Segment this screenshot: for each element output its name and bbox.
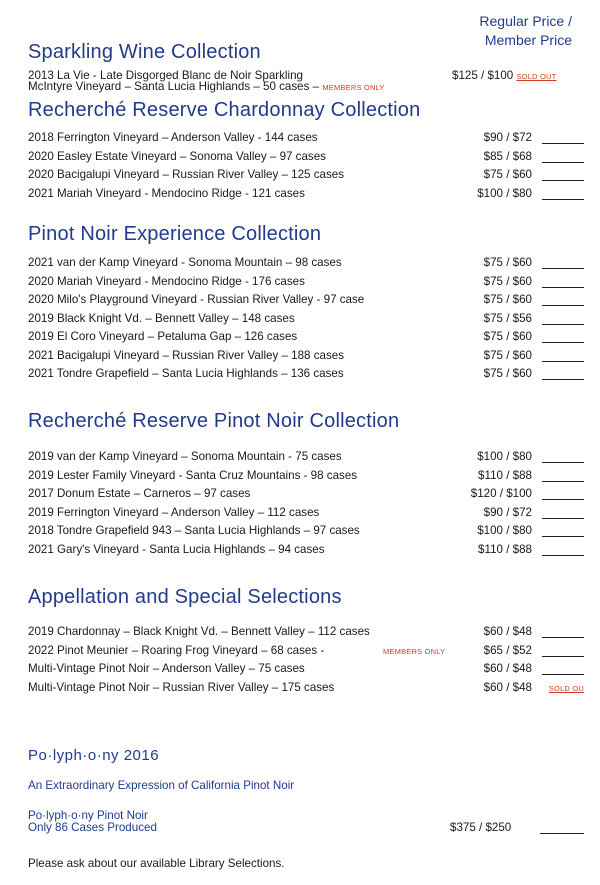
wine-row bbox=[28, 131, 584, 149]
polyphony-title: Po·lyph·o·ny 2016 bbox=[28, 747, 160, 764]
section-title-appellation: Appellation and Special Selections bbox=[28, 586, 342, 608]
wine-row bbox=[28, 168, 584, 186]
quantity-line[interactable] bbox=[542, 518, 584, 519]
wine-description: 2020 Mariah Vineyard - Mendocino Ridge - 176 cases bbox=[28, 274, 305, 288]
price-header bbox=[479, 13, 572, 48]
quantity-line[interactable] bbox=[542, 268, 584, 269]
footer-note: Please ask about our available Library Selections. bbox=[28, 857, 285, 870]
quantity-line[interactable] bbox=[542, 180, 584, 181]
polyphony-quantity-line[interactable] bbox=[540, 833, 584, 834]
quantity-line[interactable] bbox=[542, 536, 584, 537]
wine-row bbox=[28, 625, 584, 643]
wine-row bbox=[28, 367, 584, 385]
wine-price: $100 / $80 bbox=[477, 524, 532, 537]
sold-out-badge: SOLD OU bbox=[548, 683, 584, 693]
wine-price: $60 / $48 bbox=[483, 662, 532, 675]
wine-description: 2019 Lester Family Vineyard - Santa Cruz Mountains - 98 cases bbox=[28, 468, 358, 482]
wine-description: 2017 Donum Estate – Carneros – 97 cases bbox=[28, 487, 251, 500]
wine-row bbox=[28, 644, 584, 662]
section-title-chardonnay: Recherché Reserve Chardonnay Collection bbox=[28, 99, 421, 121]
polyphony-name: Po·lyph·o·ny Pinot Noir bbox=[28, 809, 148, 822]
polyphony-cases: Only 86 Cases Produced bbox=[28, 821, 157, 834]
wine-price: $75 / $60 bbox=[483, 367, 532, 380]
price-header-line1: Regular Price / bbox=[479, 13, 572, 29]
wine-description: 2021 van der Kamp Vineyard - Sonoma Mountain – 98 cases bbox=[28, 256, 342, 269]
wine-price: $75 / $60 bbox=[483, 293, 532, 306]
wine-row bbox=[28, 349, 584, 367]
quantity-line[interactable] bbox=[542, 162, 584, 163]
wine-price: $65 / $52 bbox=[483, 643, 532, 657]
sparkling-line2-text: McIntyre Vineyard – Santa Lucia Highlands – 50 cases – bbox=[28, 80, 320, 93]
wine-description: 2018 Ferrington Vineyard – Anderson Valley - 144 cases bbox=[28, 131, 318, 144]
wine-price: $100 / $80 bbox=[477, 186, 532, 200]
section-title-pinot-reserve: Recherché Reserve Pinot Noir Collection bbox=[28, 410, 400, 432]
wine-row bbox=[28, 524, 584, 542]
wine-row bbox=[28, 256, 584, 274]
wine-price: $60 / $48 bbox=[483, 680, 532, 694]
quantity-line[interactable] bbox=[542, 199, 584, 200]
wine-price: $75 / $60 bbox=[483, 274, 532, 288]
wine-row bbox=[28, 275, 584, 293]
wine-description: 2019 Chardonnay – Black Knight Vd. – Bennett Valley – 112 cases bbox=[28, 625, 370, 638]
section-title-pinot-experience: Pinot Noir Experience Collection bbox=[28, 223, 322, 245]
wine-price: $110 / $88 bbox=[478, 542, 532, 556]
quantity-line[interactable] bbox=[542, 287, 584, 288]
wine-price: $90 / $72 bbox=[483, 505, 532, 519]
section-title-sparkling: Sparkling Wine Collection bbox=[28, 41, 261, 63]
sparkling-price-row bbox=[452, 69, 556, 82]
quantity-line[interactable] bbox=[542, 324, 584, 325]
wine-price: $100 / $80 bbox=[477, 450, 532, 463]
wine-row bbox=[28, 487, 584, 505]
quantity-line[interactable] bbox=[542, 305, 584, 306]
sparkling-line1: 2013 La Vie - Late Disgorged Blanc de Noir Sparkling bbox=[28, 69, 303, 82]
wine-description: 2019 van der Kamp Vineyard – Sonoma Mountain - 75 cases bbox=[28, 450, 342, 463]
wine-description: 2020 Easley Estate Vineyard – Sonoma Valley – 97 cases bbox=[28, 149, 326, 163]
wine-description: 2021 Gary's Vineyard - Santa Lucia Highlands – 94 cases bbox=[28, 542, 325, 556]
sold-out-badge: SOLD OUT bbox=[516, 72, 557, 81]
wine-row bbox=[28, 312, 584, 330]
wine-price: $110 / $88 bbox=[478, 468, 532, 482]
wine-row bbox=[28, 469, 584, 487]
quantity-line[interactable] bbox=[542, 361, 584, 362]
wine-row bbox=[28, 506, 584, 524]
wine-description: 2022 Pinot Meunier – Roaring Frog Vineyard – 68 cases - bbox=[28, 643, 325, 657]
wine-description: 2019 Ferrington Vineyard – Anderson Valley – 112 cases bbox=[28, 505, 320, 519]
wine-description: Multi-Vintage Pinot Noir – Anderson Valley – 75 cases bbox=[28, 662, 305, 675]
quantity-line[interactable] bbox=[542, 143, 584, 144]
wine-row bbox=[28, 450, 584, 468]
quantity-line[interactable] bbox=[542, 462, 584, 463]
quantity-line[interactable] bbox=[542, 499, 584, 500]
quantity-line[interactable] bbox=[542, 656, 584, 657]
sparkling-line2 bbox=[28, 80, 385, 93]
quantity-line[interactable] bbox=[542, 674, 584, 675]
wine-description: 2019 El Coro Vineyard – Petaluma Gap – 126 cases bbox=[28, 330, 298, 343]
wine-price: $75 / $56 bbox=[483, 311, 532, 325]
price-header-line2: Member Price bbox=[484, 32, 572, 48]
quantity-line[interactable] bbox=[542, 481, 584, 482]
quantity-line[interactable] bbox=[542, 342, 584, 343]
wine-price: $75 / $60 bbox=[483, 168, 532, 181]
wine-description: 2021 Bacigalupi Vineyard – Russian River Valley – 188 cases bbox=[28, 348, 345, 362]
quantity-line[interactable] bbox=[542, 637, 584, 638]
members-only-badge: MEMBERS ONLY bbox=[322, 83, 385, 92]
polyphony-subtitle: An Extraordinary Expression of California Pinot Noir bbox=[28, 779, 295, 792]
wine-row bbox=[28, 293, 584, 311]
wine-price: $60 / $48 bbox=[483, 625, 532, 638]
wine-row bbox=[28, 543, 584, 561]
wine-row bbox=[28, 681, 584, 699]
wine-description: Multi-Vintage Pinot Noir – Russian River Valley – 175 cases bbox=[28, 680, 335, 694]
wine-description: 2021 Mariah Vineyard - Mendocino Ridge - 121 cases bbox=[28, 186, 305, 200]
wine-price: $85 / $68 bbox=[483, 149, 532, 163]
wine-description: 2020 Milo's Playground Vineyard - Russian River Valley - 97 case bbox=[28, 293, 365, 306]
wine-price: $75 / $60 bbox=[483, 348, 532, 362]
wine-description: 2019 Black Knight Vd. – Bennett Valley – 148 cases bbox=[28, 311, 295, 325]
wine-description: 2021 Tondre Grapefield – Santa Lucia Highlands – 136 cases bbox=[28, 367, 344, 380]
wine-price: $75 / $60 bbox=[483, 330, 532, 343]
wine-row bbox=[28, 662, 584, 680]
wine-price: $90 / $72 bbox=[483, 131, 532, 144]
wine-description: 2020 Bacigalupi Vineyard – Russian River Valley – 125 cases bbox=[28, 168, 345, 181]
wine-price: $120 / $100 bbox=[470, 487, 532, 500]
quantity-line[interactable] bbox=[542, 555, 584, 556]
sparkling-price: $125 / $100 bbox=[452, 69, 514, 82]
wine-row bbox=[28, 150, 584, 168]
quantity-line[interactable] bbox=[542, 379, 584, 380]
wine-price: $75 / $60 bbox=[483, 256, 532, 269]
wine-row bbox=[28, 330, 584, 348]
wine-description: 2018 Tondre Grapefield 943 – Santa Lucia Highlands – 97 cases bbox=[28, 524, 360, 537]
members-only-badge: MEMBERS ONLY bbox=[383, 646, 446, 656]
wine-row bbox=[28, 187, 584, 205]
polyphony-price: $375 / $250 bbox=[450, 821, 512, 834]
